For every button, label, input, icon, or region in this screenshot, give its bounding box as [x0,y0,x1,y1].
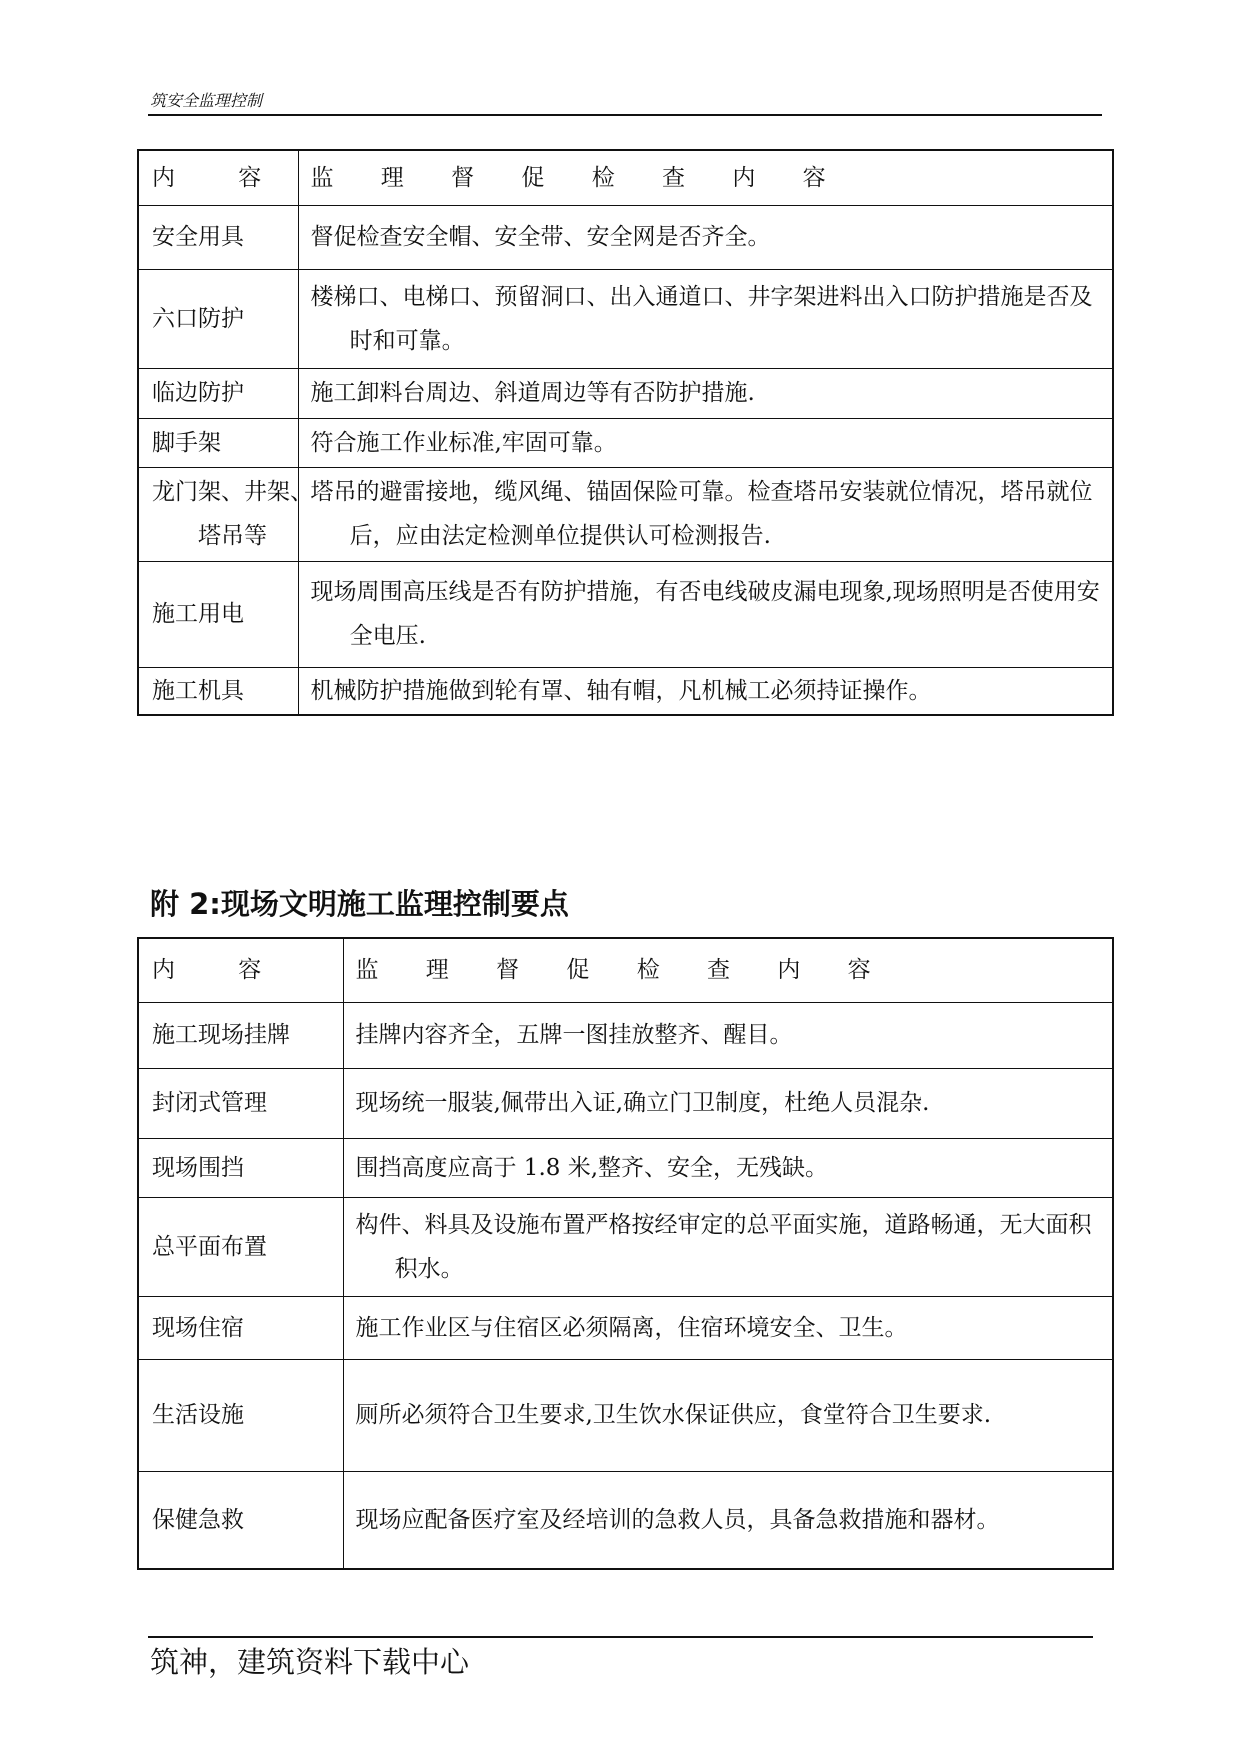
header-divider [148,114,1102,116]
row-description: 构件、料具及设施布置严格按经审定的总平面实施，道路畅通，无大面积积水。 [343,1197,1113,1296]
row-category: 总平面布置 [138,1197,343,1296]
row-category: 生活设施 [138,1359,343,1471]
table-row [138,368,1113,418]
table-row [138,1359,1113,1471]
footer-divider [148,1636,1093,1638]
table-row [138,1068,1113,1138]
row-description: 督促检查安全帽、安全带、安全网是否齐全。 [298,205,1113,269]
row-description: 机械防护措施做到轮有罩、轴有帽，凡机械工必须持证操作。 [298,667,1113,715]
row-description: 现场统一服装,佩带出入证,确立门卫制度，杜绝人员混杂. [343,1068,1113,1138]
table-row [138,418,1113,467]
row-category: 临边防护 [138,368,298,418]
table-row [138,205,1113,269]
row-category: 现场围挡 [138,1138,343,1197]
table-header-row [138,150,1113,205]
table-row [138,561,1113,667]
header-cell-content: 内 容 [138,150,298,205]
row-description: 现场周围高压线是否有防护措施，有否电线破皮漏电现象,现场照明是否使用安全电压. [298,561,1113,667]
civilized-construction-table [137,937,1114,1570]
row-category: 六口防护 [138,269,298,368]
row-category: 施工机具 [138,667,298,715]
safety-supervision-table [137,149,1114,716]
table-row [138,1471,1113,1569]
table-row [138,1002,1113,1068]
header-cell-content: 内 容 [138,938,343,1002]
table-row [138,1296,1113,1359]
table-row [138,1138,1113,1197]
row-category: 施工现场挂牌 [138,1002,343,1068]
table-row [138,467,1113,561]
row-description: 挂牌内容齐全，五牌一图挂放整齐、醒目。 [343,1002,1113,1068]
table-row [138,269,1113,368]
page-header-title: 筑安全监理控制 [150,91,263,110]
row-description: 现场应配备医疗室及经培训的急救人员，具备急救措施和器材。 [343,1471,1113,1569]
row-description: 施工作业区与住宿区必须隔离，住宿环境安全、卫生。 [343,1296,1113,1359]
row-description: 围挡高度应高于 1.8 米,整齐、安全，无残缺。 [343,1138,1113,1197]
row-description: 厕所必须符合卫生要求,卫生饮水保证供应，食堂符合卫生要求. [343,1359,1113,1471]
row-category: 安全用具 [138,205,298,269]
header-cell-check: 监 理 督 促 检 查 内 容 [343,938,1113,1002]
table-row [138,667,1113,715]
row-category: 脚手架 [138,418,298,467]
section-title: 附 2:现场文明施工监理控制要点 [150,887,569,921]
row-category: 现场住宿 [138,1296,343,1359]
row-category: 保健急救 [138,1471,343,1569]
table-row [138,1197,1113,1296]
header-cell-check: 监 理 督 促 检 查 内 容 [298,150,1113,205]
row-description: 符合施工作业标准,牢固可靠。 [298,418,1113,467]
row-description: 塔吊的避雷接地，缆风绳、锚固保险可靠。检查塔吊安装就位情况，塔吊就位后，应由法定检测单位提供认可检测报告. [298,467,1113,561]
row-category: 龙门架、井架、 塔吊等 [138,467,298,561]
row-description: 楼梯口、电梯口、预留洞口、出入通道口、井字架进料出入口防护措施是否及时和可靠。 [298,269,1113,368]
row-category: 封闭式管理 [138,1068,343,1138]
table-header-row [138,938,1113,1002]
row-description: 施工卸料台周边、斜道周边等有否防护措施. [298,368,1113,418]
row-category: 施工用电 [138,561,298,667]
footer-text: 筑神，建筑资料下载中心 [150,1645,470,1679]
